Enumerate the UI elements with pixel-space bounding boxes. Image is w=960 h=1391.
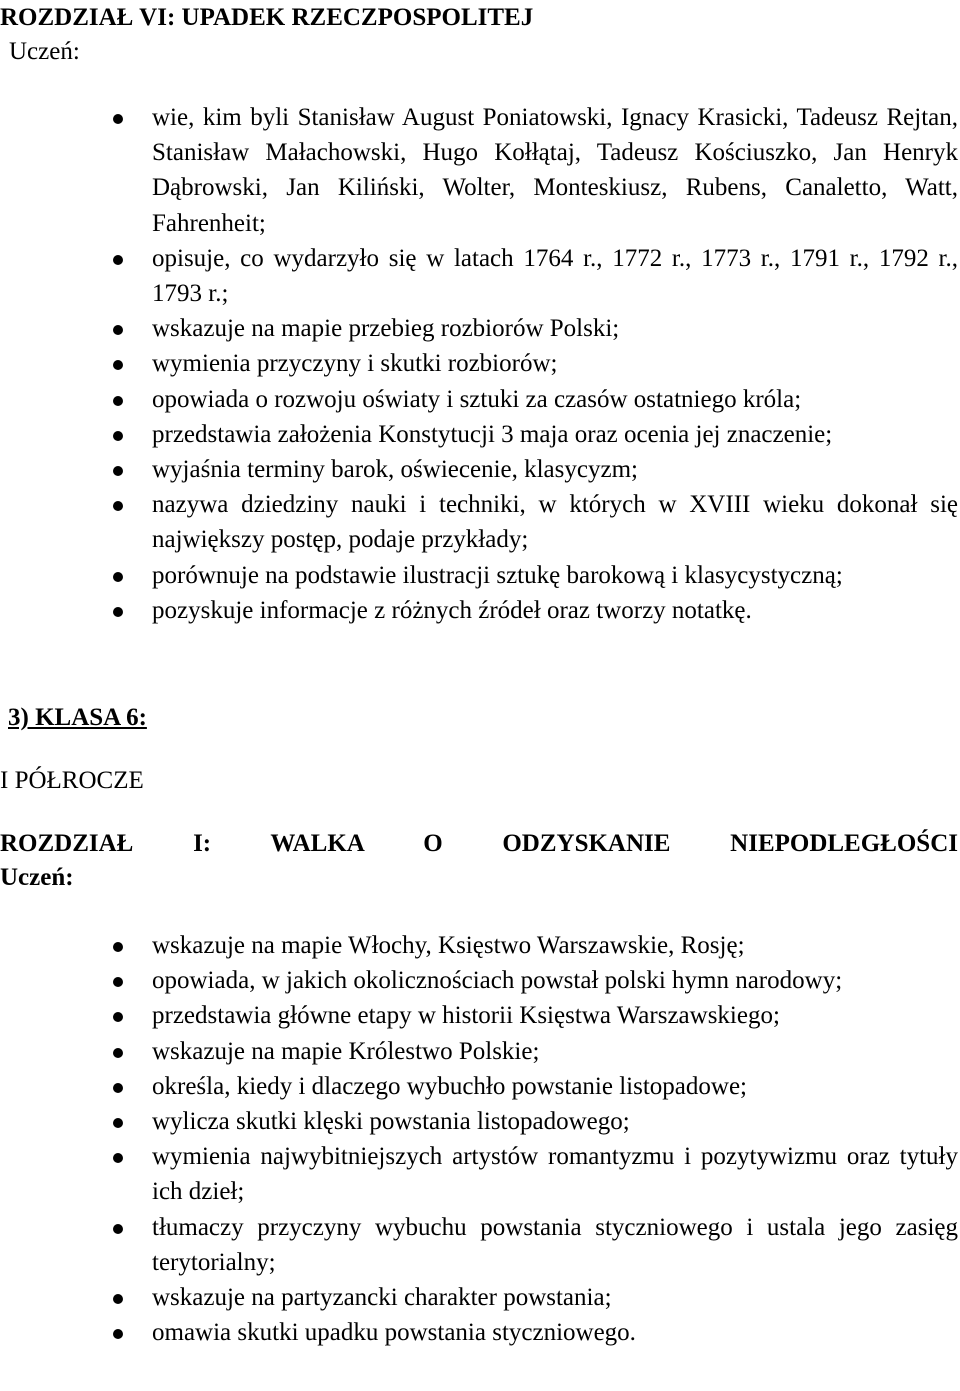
- list-item: określa, kiedy i dlaczego wybuchło powstanie listopadowe;: [0, 1069, 960, 1104]
- list-item: wie, kim byli Stanisław August Poniatowski, Ignacy Krasicki, Tadeusz Rejtan, Stanisław Małachowski, Hugo Kołłątaj, Tadeusz Kościuszko, Jan Henryk Dąbrowski, Jan Kiliński, Wolter, Monteskiusz, Rubens, Canaletto, Watt, Fahrenheit;: [0, 100, 960, 241]
- class-label: 3) KLASA 6:: [8, 704, 147, 731]
- student-label: Uczeń:: [9, 38, 80, 65]
- section-title: ROZDZIAŁ VI: UPADEK RZECZPOSPOLITEJ: [0, 4, 534, 31]
- list-item: opowiada, w jakich okolicznościach powstał polski hymn narodowy;: [0, 963, 960, 998]
- list-item: wskazuje na mapie Włochy, Księstwo Warszawskie, Rosję;: [0, 928, 960, 963]
- bullet-icon: [113, 431, 123, 441]
- list-item: wskazuje na mapie Królestwo Polskie;: [0, 1034, 960, 1069]
- bullet-icon: [113, 255, 123, 265]
- bullet-icon: [113, 1294, 123, 1304]
- list-item: przedstawia założenia Konstytucji 3 maja oraz ocenia jej znaczenie;: [0, 417, 960, 452]
- learning-outcomes-list: [0, 928, 960, 1350]
- list-item: opisuje, co wydarzyło się w latach 1764 r., 1772 r., 1773 r., 1791 r., 1792 r., 1793 r.;: [0, 241, 960, 311]
- list-item: wyjaśnia terminy barok, oświecenie, klasycyzm;: [0, 452, 960, 487]
- list-item: wylicza skutki klęski powstania listopadowego;: [0, 1104, 960, 1139]
- list-item: tłumaczy przyczyny wybuchu powstania styczniowego i ustala jego zasięg terytorialny;: [0, 1210, 960, 1280]
- list-item: nazywa dziedziny nauki i techniki, w których w XVIII wieku dokonał się największy postęp, podaje przykłady;: [0, 487, 960, 557]
- bullet-icon: [113, 607, 123, 617]
- term-label: I PÓŁROCZE: [0, 767, 144, 794]
- bullet-icon: [113, 325, 123, 335]
- list-item: omawia skutki upadku powstania styczniowego.: [0, 1315, 960, 1350]
- list-item: przedstawia główne etapy w historii Księstwa Warszawskiego;: [0, 998, 960, 1033]
- list-item: wymienia przyczyny i skutki rozbiorów;: [0, 346, 960, 381]
- learning-outcomes-list: [0, 100, 960, 628]
- bullet-icon: [113, 1224, 123, 1234]
- list-item: porównuje na podstawie ilustracji sztukę barokową i klasycystyczną;: [0, 558, 960, 593]
- list-item: wskazuje na partyzancki charakter powstania;: [0, 1280, 960, 1315]
- bullet-icon: [113, 1048, 123, 1058]
- chapter-title: ROZDZIAŁ I: WALKA O ODZYSKANIE NIEPODLEGŁOŚCI: [0, 830, 958, 857]
- bullet-icon: [113, 360, 123, 370]
- bullet-icon: [113, 1012, 123, 1022]
- list-item: pozyskuje informacje z różnych źródeł oraz tworzy notatkę.: [0, 593, 960, 628]
- bullet-icon: [113, 501, 123, 511]
- bullet-icon: [113, 466, 123, 476]
- bullet-icon: [113, 942, 123, 952]
- bullet-icon: [113, 977, 123, 987]
- list-item: opowiada o rozwoju oświaty i sztuki za czasów ostatniego króla;: [0, 382, 960, 417]
- bullet-icon: [113, 114, 123, 124]
- list-item: wskazuje na mapie przebieg rozbiorów Polski;: [0, 311, 960, 346]
- bullet-icon: [113, 572, 123, 582]
- bullet-icon: [113, 1083, 123, 1093]
- bullet-icon: [113, 396, 123, 406]
- student-label: Uczeń:: [0, 864, 74, 891]
- bullet-icon: [113, 1118, 123, 1128]
- bullet-icon: [113, 1329, 123, 1339]
- list-item: wymienia najwybitniejszych artystów romantyzmu i pozytywizmu oraz tytuły ich dzieł;: [0, 1139, 960, 1209]
- bullet-icon: [113, 1153, 123, 1163]
